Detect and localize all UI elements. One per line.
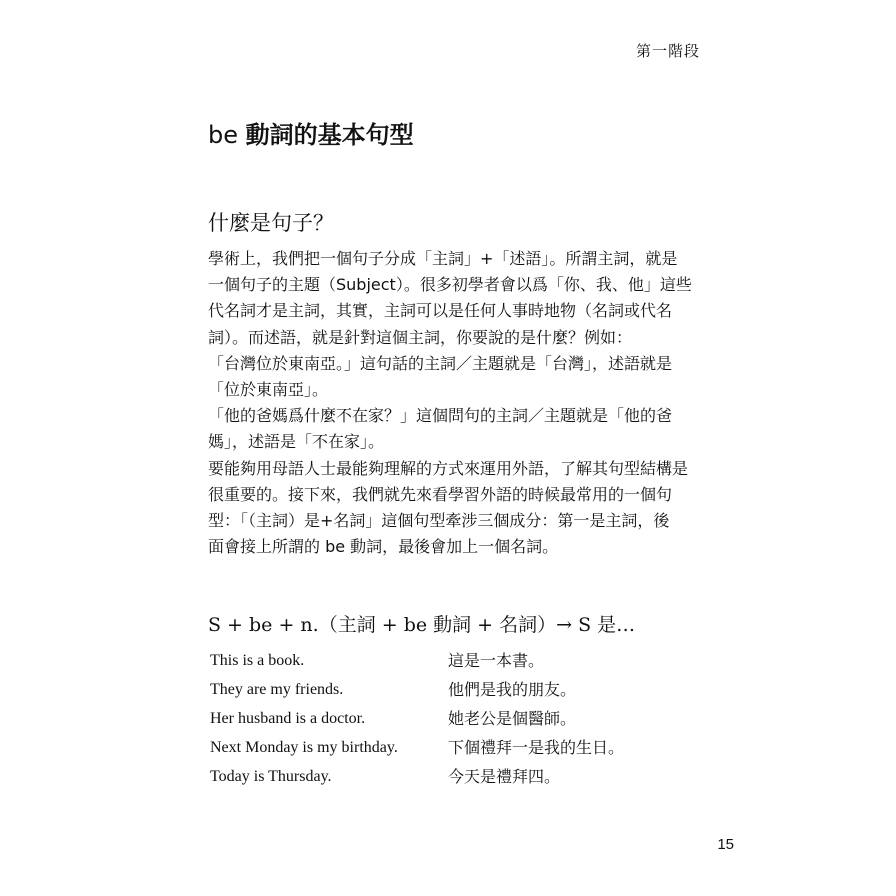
example-english: This is a book. (210, 652, 305, 669)
chapter-title-zh: 動詞的基本句型 (245, 121, 414, 149)
body-line: 媽」，述語是「不在家」。 (208, 432, 385, 452)
body-line: 「他的爸媽爲什麼不在家？」這個問句的主詞／主題就是「他的爸 (208, 406, 673, 426)
example-row (210, 650, 690, 679)
example-english: They are my friends. (210, 681, 344, 698)
example-chinese: 她老公是個醫師。 (448, 709, 577, 728)
body-line: 型：「（主詞）是+名詞」這個句型牽涉三個成分：第一是主詞，後 (208, 510, 670, 530)
example-chinese: 今天是禮拜四。 (448, 767, 561, 786)
example-chinese: 這是一本書。 (448, 651, 545, 670)
example-chinese: 他們是我的朋友。 (448, 680, 577, 699)
example-english: Her husband is a doctor. (210, 710, 366, 727)
body-line: 面會接上所謂的 be 動詞，最後會加上一個名詞。 (208, 537, 559, 557)
running-head: 第一階段 (635, 42, 700, 60)
example-chinese: 下個禮拜一是我的生日。 (448, 738, 625, 757)
body-line: 「台灣位於東南亞。」這句話的主詞／主題就是「台灣」，述語就是 (208, 353, 673, 373)
example-row (210, 708, 690, 737)
body-line: 一個句子的主題（Subject）。很多初學者會以爲「你、我、他」這些 (208, 275, 692, 295)
example-english: Next Monday is my birthday. (210, 739, 398, 756)
example-row (210, 737, 690, 766)
body-line: 代名詞才是主詞，其實，主詞可以是任何人事時地物（名詞或代名 (208, 301, 673, 321)
example-english: Today is Thursday. (210, 768, 332, 785)
example-row (210, 679, 690, 708)
body-line: 很重要的。接下來，我們就先來看學習外語的時候最常用的一個句 (208, 484, 673, 504)
chapter-title (208, 115, 414, 150)
chapter-title-en: be (208, 121, 238, 149)
body-line: 要能夠用母語人士最能夠理解的方式來運用外語，了解其句型結構是 (208, 458, 689, 478)
body-line: 「位於東南亞」。 (208, 379, 329, 399)
page-number: 15 (717, 836, 734, 853)
body-line: 學術上，我們把一個句子分成「主詞」+「述語」。所謂主詞，就是 (208, 249, 678, 268)
sentence-pattern-formula: S + be + n.（主詞 + be 動詞 + 名詞）→ S 是… (208, 614, 636, 636)
example-sentences (210, 650, 690, 795)
body-paragraphs (208, 246, 704, 560)
example-row (210, 766, 690, 795)
body-line: 詞）。而述語，就是針對這個主詞，你要說的是什麼？例如： (208, 327, 633, 347)
section-title: 什麼是句子？ (208, 211, 334, 235)
